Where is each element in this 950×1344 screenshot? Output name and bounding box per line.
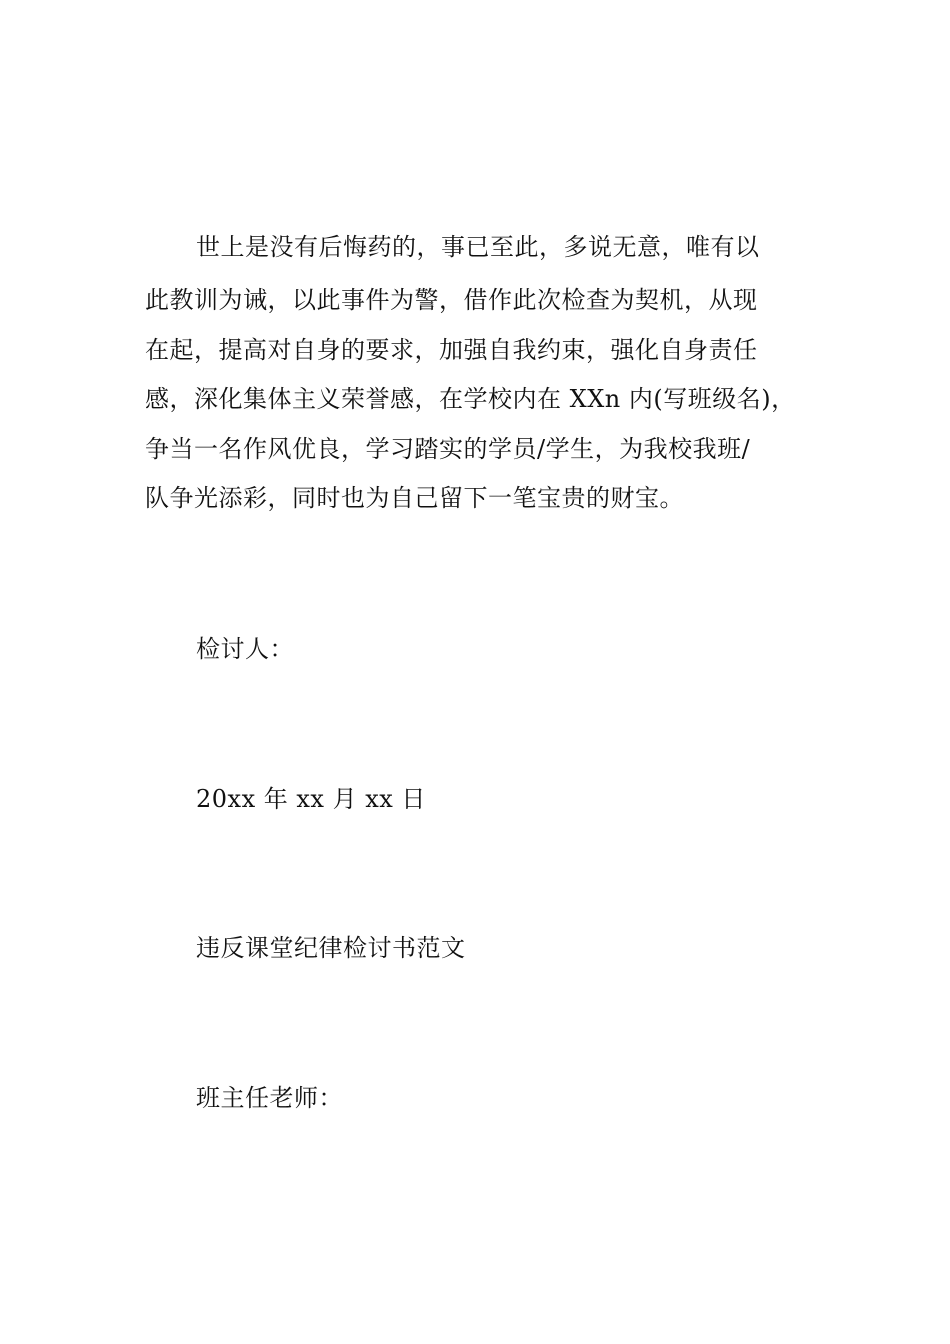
next-document-title: 违反课堂纪律检讨书范文 [196,934,466,962]
signer-label: 检讨人： [196,635,294,663]
paragraph-line-5: 争当一名作风优良，学习踏实的学员/学生，为我校我班/ [145,435,751,463]
paragraph-line-3: 在起，提高对自身的要求，加强自我约束，强化自身责任 [145,336,758,364]
date-line: 20xx 年 xx 月 xx 日 [196,785,426,813]
paragraph-line-1: 世上是没有后悔药的，事已至此，多说无意，唯有以 [196,233,760,261]
salutation: 班主任老师： [196,1084,343,1112]
paragraph-line-2: 此教训为诫，以此事件为警，借作此次检查为契机，从现 [145,286,758,314]
paragraph-line-4: 感，深化集体主义荣誉感，在学校内在 XXn 内(写班级名)， [145,385,796,413]
paragraph-line-6: 队争光添彩，同时也为自己留下一笔宝贵的财宝。 [145,484,684,512]
